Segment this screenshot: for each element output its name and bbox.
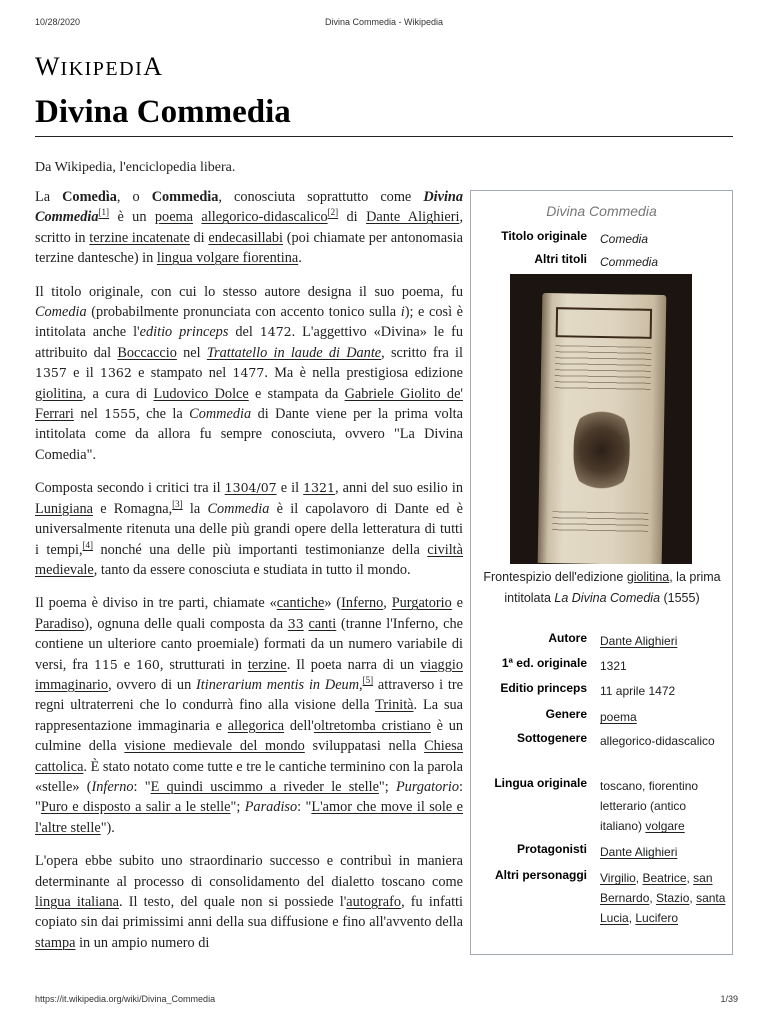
infobox-label: Editio princeps (500, 681, 587, 695)
book-emblem (573, 404, 631, 497)
link-terzine[interactable]: terzine (247, 656, 287, 673)
link-lingua-italiana[interactable]: lingua italiana (35, 894, 119, 910)
link-autore[interactable]: Dante Alighieri (600, 634, 678, 648)
link-terzine-incatenate[interactable]: terzine incatenate (89, 229, 190, 246)
link-lunigiana[interactable]: Lunigiana (35, 500, 93, 517)
paragraph-5: L'opera ebbe subito uno straordinario successo e contribuì in maniera determinante al processo di consolidamento del dialetto toscano come lingua italiana. Il testo, del quale non si possiede l'autografo, fu infatti copiato sin dai primissimi anni della sua diffusione e fino all'avvento della stampa in un ampio numero di (35, 853, 463, 951)
infobox-label: 1ª ed. originale (501, 656, 587, 670)
link-endecasillabi[interactable]: endecasillabi (208, 229, 284, 246)
infobox-value: 1321 (600, 659, 627, 673)
ref-1[interactable]: [1] (98, 207, 110, 218)
link-1304[interactable]: 1304/07 (224, 480, 277, 496)
link-civilta-medievale[interactable]: civiltà medievale (35, 541, 463, 578)
caption-link-giolitina[interactable]: giolitina (626, 570, 670, 584)
ref-4[interactable]: [4] (82, 539, 94, 550)
infobox-label: Lingua originale (494, 776, 587, 790)
bold-comedia: Comedìa (62, 189, 117, 205)
infobox-label: Titolo originale (501, 229, 587, 243)
link-cantiche[interactable]: cantiche (276, 595, 325, 612)
wikipedia-logo[interactable] (35, 54, 163, 80)
image-caption: Frontespizio dell'edizione giolitina, la prima intitolata La Divina Comedia (1555) (483, 570, 721, 605)
link-poema[interactable]: poema (154, 209, 193, 226)
paragraph-2: Il titolo originale, con cui lo stesso autore designa il suo poema, fu Comedia (probabilmente pronunciata con accento tonico sulla i); e così è intitolata anche l'editio princeps del 1472. L'aggettivo «Divina» le fu attribuito dal Boccaccio nel Trattatello in laude di Dante, scritto fra il 1357 e il 1362 e stampato nel 1477. Ma è nella prestigiosa edizione giolitina, a cura di Ludovico Dolce e stampata da Gabriele Giolito de' Ferrari nel 1555, che la Commedia di Dante viene per la prima volta intitolata come da allora fu sempre conosciuta, ovvero "La Divina Comedia". (35, 283, 463, 463)
link-san-bernardo[interactable]: san Bernardo (600, 871, 713, 905)
infobox-title: Divina Commedia (546, 203, 657, 219)
link-volgare[interactable]: volgare (645, 819, 685, 833)
link-viaggio-immaginario[interactable]: viaggio immaginario (35, 656, 463, 693)
book-photo (538, 293, 667, 564)
infobox: Divina Commedia Titolo originale Comedia Altri titoli Commedia Frontespizio dell'edizione giolitina, la prima intitolata La Divina Comedia (1555) Autore Dante Alighieri 1ª ed. originale 1321 Editio princeps 11 aprile 1472 Genere poema Sottogenere allegorico-didascalico Lingua originale toscano, fiorentino letterario (antico italiano) volgare Protagonisti Dante Alighieri Altri personaggi Virgilio, Beatrice, san Bernardo, Stazio, santa Lucia, Lucifero (470, 190, 733, 955)
logo-middle: IKIPEDI (60, 58, 144, 80)
page-number: 1/39 (720, 994, 738, 1004)
link-chiesa-cattolica[interactable]: Chiesa cattolica (35, 738, 464, 775)
link-quote-inferno[interactable]: E quindi uscimmo a riveder le stelle (150, 778, 379, 795)
link-giolito[interactable]: Gabriele Giolito de' Ferrari (35, 385, 463, 423)
link-genere[interactable]: poema (600, 710, 637, 724)
link-quote-purgatorio[interactable]: Puro e disposto a salir a le stelle (40, 799, 231, 816)
link-autografo[interactable]: autografo (346, 894, 402, 910)
link-allegorico[interactable]: allegorico-didascalico (201, 209, 328, 226)
link-paradiso[interactable]: Paradiso (35, 615, 85, 632)
link-ludovico-dolce[interactable]: Ludovico Dolce (153, 385, 249, 402)
logo-w: W (35, 52, 61, 81)
page-title: Divina Commedia (35, 94, 291, 130)
paragraph-1: La Comedìa, o Commedia, conosciuta soprattutto come Divina Commedia[1] è un poema allegorico-didascalico[2] di Dante Alighieri, scritto in terzine incatenate di endecasillabi (poi chiamate per antonomasia terzine dantesche) in lingua volgare fiorentina. (35, 189, 464, 267)
infobox-label: Protagonisti (516, 842, 587, 856)
link-protagonista[interactable]: Dante Alighieri (600, 845, 678, 859)
paragraph-3: Composta secondo i critici tra il 1304/07 e il 1321, anni del suo esilio in Lunigiana e Romagna,[3] la Commedia è il capolavoro di Dante ed è universalmente ritenuta una delle più grandi opere della letteratura di tutti i tempi,[4] nonché una delle più importanti testimonianze della civiltà medievale, tanto da essere conosciuta e studiata in tutto il mondo. (35, 480, 463, 578)
infobox-value: 11 aprile 1472 (600, 684, 676, 698)
infobox-label: Sottogenere (516, 731, 587, 745)
link-stampa[interactable]: stampa (35, 934, 76, 951)
paragraph-4: Il poema è diviso in tre parti, chiamate «cantiche» (Inferno, Purgatorio e Paradiso), ognuna delle quali composta da 33 canti (tranne l'Inferno, che contiene un ulteriore canto proemiale) formati da un numero variabile di versi, fra 115 e 160, strutturati in terzine. Il poeta narra di un viaggio immaginario, ovvero di un Itinerarium mentis in Deum,[5] attraverso i tre regni ultraterreni che lo condurrà fino alla visione della Trinità. La sua rappresentazione immaginaria e allegorica dell'oltretomba cristiano è un culmine della visione medievale del mondo sviluppatasi nella Chiesa cattolica. È stato notato come tutte e tre le cantiche terminino con la parola «stelle» (Inferno: "E quindi uscimmo a riveder le stelle"; Purgatorio: "Puro e disposto a salir a le stelle"; Paradiso: "L'amor che move il sole e l'altre stelle"). (35, 595, 464, 836)
infobox-label: Genere (545, 707, 587, 721)
article-body (35, 187, 463, 966)
title-divider (35, 136, 733, 137)
link-dante[interactable]: Dante Alighieri (366, 209, 460, 226)
link-trattatello[interactable]: Trattatello in laude di Dante (206, 344, 382, 361)
link-lingua-volgare[interactable]: lingua volgare fiorentina (156, 250, 299, 267)
tagline: Da Wikipedia, l'enciclopedia libera. (35, 160, 236, 175)
print-date: 10/28/2020 (35, 17, 81, 27)
link-purgatorio[interactable]: Purgatorio (391, 595, 452, 612)
link-lucifero[interactable]: Lucifero (635, 911, 679, 925)
link-beatrice[interactable]: Beatrice (642, 871, 687, 885)
link-canti[interactable]: canti (308, 615, 337, 632)
print-title: Divina Commedia - Wikipedia (324, 17, 444, 27)
ref-5[interactable]: [5] (362, 675, 374, 686)
link-quote-paradiso[interactable]: L'amor che move il sole e l'altre stelle (35, 799, 463, 836)
link-33[interactable]: 33 (287, 615, 304, 631)
logo-a: A (143, 52, 164, 81)
link-allegorica[interactable]: allegorica (227, 717, 285, 734)
link-visione-medievale[interactable]: visione medievale del mondo (124, 738, 305, 755)
infobox-label: Altri titoli (534, 252, 587, 266)
print-url: https://it.wikipedia.org/wiki/Divina_Commedia (35, 994, 216, 1004)
book-text-lines (555, 345, 652, 391)
book-title-frame (556, 307, 653, 339)
link-1321[interactable]: 1321 (303, 480, 335, 496)
book-imprint-lines (552, 511, 648, 533)
link-trinita[interactable]: Trinità (375, 697, 414, 714)
bold-divina-commedia: Divina Commedia (35, 189, 464, 226)
infobox-value: Comedia (600, 232, 649, 246)
link-stazio[interactable]: Stazio (656, 891, 690, 905)
link-inferno[interactable]: Inferno (341, 595, 384, 612)
link-santa-lucia[interactable]: santa Lucia (600, 891, 726, 925)
infobox-label: Autore (548, 631, 587, 645)
infobox-value: allegorico-didascalico (600, 734, 715, 748)
ref-2[interactable]: [2] (327, 207, 339, 218)
infobox-value: Commedia (600, 255, 659, 269)
link-virgilio[interactable]: Virgilio (600, 871, 636, 885)
link-giolitina[interactable]: giolitina (35, 385, 83, 402)
ref-3[interactable]: [3] (172, 498, 183, 509)
link-oltretomba[interactable]: oltretomba cristiano (313, 717, 431, 734)
link-boccaccio[interactable]: Boccaccio (117, 344, 177, 361)
frontispiece-image[interactable] (510, 274, 692, 564)
bold-commedia: Commedia (151, 189, 219, 205)
infobox-label: Altri personaggi (494, 868, 587, 882)
